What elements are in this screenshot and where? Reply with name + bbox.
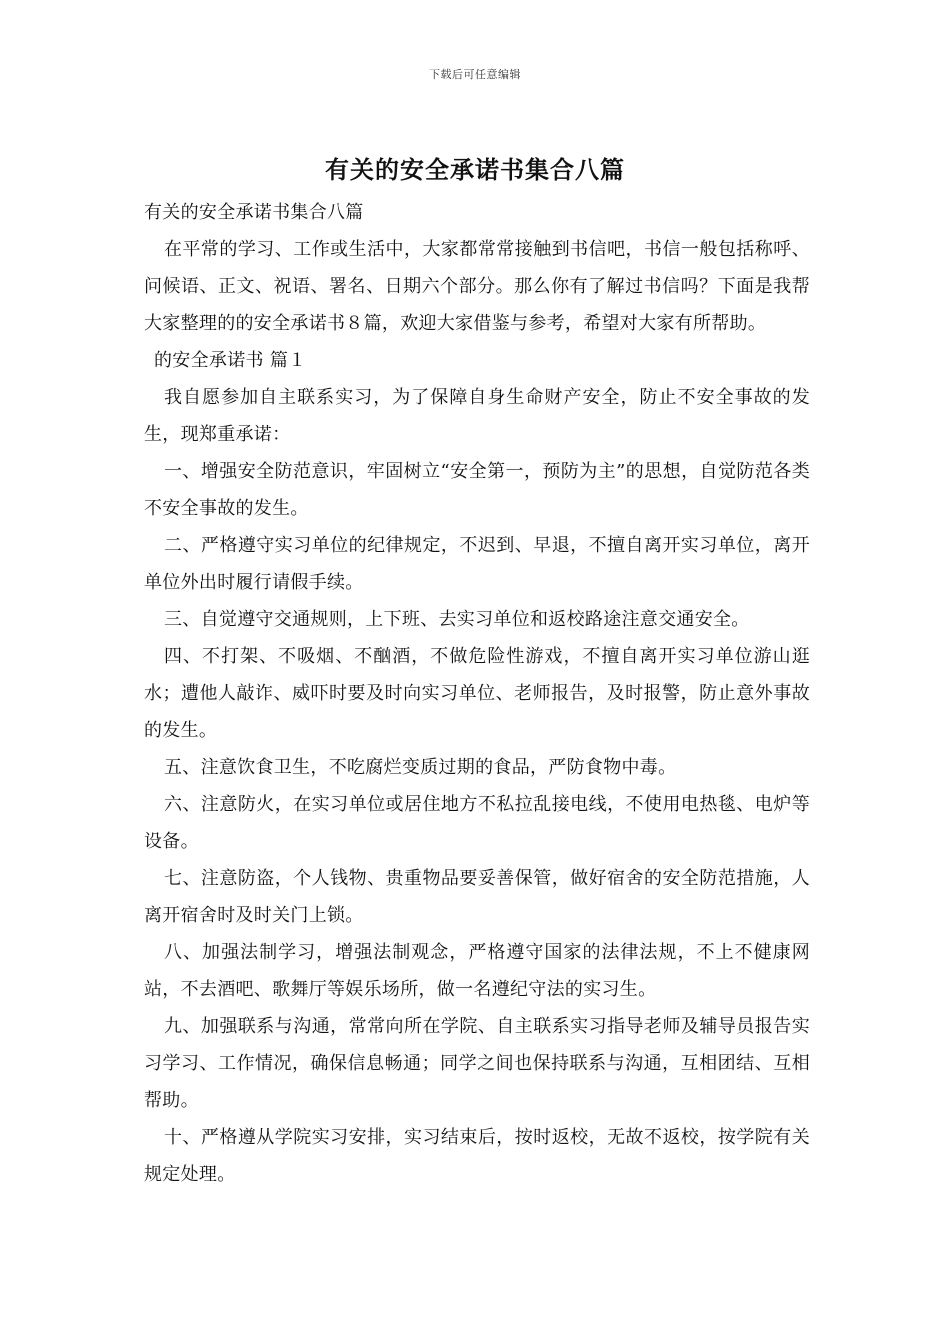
document-body — [144, 194, 810, 1193]
commitment-item-10: 十、严格遵从学院实习安排，实习结束后，按时返校，无故不返校，按学院有关规定处理。 — [144, 1127, 810, 1185]
commitment-item-5: 五、注意饮食卫生，不吃腐烂变质过期的食品，严防食物中毒。 — [164, 757, 677, 778]
commitment-item-2: 二、严格遵守实习单位的纪律规定，不迟到、早退，不擅自离开实习单位，离开单位外出时履行请假手续。 — [144, 535, 810, 593]
commitment-item-7: 七、注意防盗，个人钱物、贵重物品要妥善保管，做好宿舍的安全防范措施，人离开宿舍时及时关门上锁。 — [144, 868, 810, 926]
subtitle: 有关的安全承诺书集合八篇 — [144, 202, 364, 223]
header-note: 下载后可任意编辑 — [429, 68, 521, 81]
commitment-item-8: 八、加强法制学习，增强法制观念，严格遵守国家的法律法规，不上不健康网站，不去酒吧、歌舞厅等娱乐场所，做一名遵纪守法的实习生。 — [144, 942, 810, 1000]
page-title: 有关的安全承诺书集合八篇 — [325, 155, 625, 184]
commitment-item-6: 六、注意防火，在实习单位或居住地方不私拉乱接电线，不使用电热毯、电炉等设备。 — [144, 794, 810, 852]
commitment-item-1: 一、增强安全防范意识，牢固树立“安全第一，预防为主”的思想，自觉防范各类不安全事故的发生。 — [144, 461, 810, 519]
commitment-item-3: 三、自觉遵守交通规则，上下班、去实习单位和返校路途注意交通安全。 — [164, 609, 750, 630]
section-heading: 的安全承诺书 篇１ — [154, 350, 307, 371]
opening-paragraph: 我自愿参加自主联系实习，为了保障自身生命财产安全，防止不安全事故的发生，现郑重承诺： — [144, 387, 810, 445]
commitment-item-9: 九、加强联系与沟通，常常向所在学院、自主联系实习指导老师及辅导员报告实习学习、工作情况，确保信息畅通；同学之间也保持联系与沟通，互相团结、互相帮助。 — [144, 1016, 810, 1111]
intro-paragraph: 在平常的学习、工作或生活中，大家都常常接触到书信吧，书信一般包括称呼、问候语、正文、祝语、署名、日期六个部分。那么你有了解过书信吗？下面是我帮大家整理的的安全承诺书８篇，欢迎大家借鉴与参考，希望对大家有所帮助。 — [144, 239, 810, 334]
commitment-item-4: 四、不打架、不吸烟、不酗酒，不做危险性游戏，不擅自离开实习单位游山逛水；遭他人敲诈、威吓时要及时向实习单位、老师报告，及时报警，防止意外事故的发生。 — [144, 646, 810, 741]
